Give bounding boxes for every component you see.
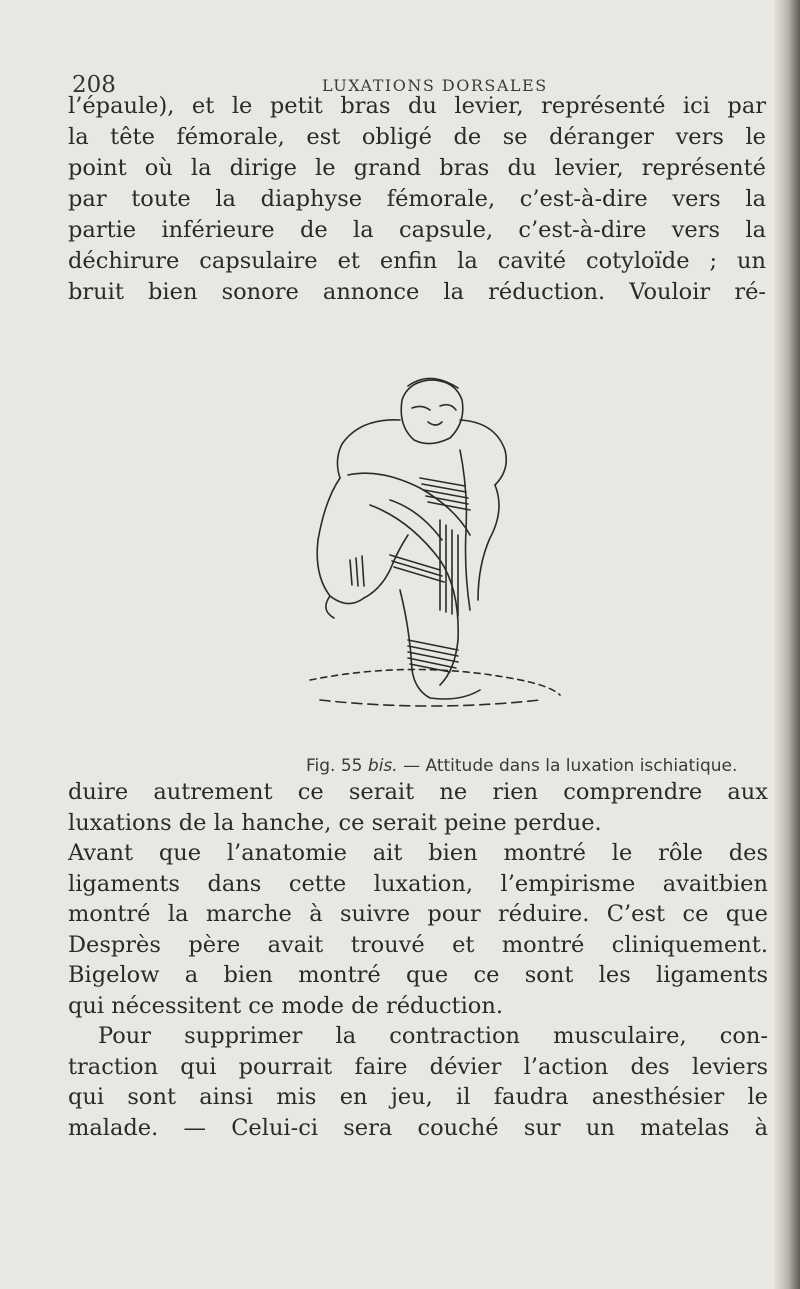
text-line: duire autrement ce serait ne rien comprendre aux bbox=[68, 779, 768, 805]
text-line: ligaments dans cette luxation, l’empirisme avaitbien bbox=[68, 870, 768, 897]
text-line: qui nécessitent ce mode de réduction. bbox=[68, 992, 503, 1019]
text-line: Avant que l’anatomie ait bien montré le rôle des bbox=[68, 840, 768, 866]
text-line: partie inférieure de la capsule, c’est-à-dire vers la bbox=[68, 217, 766, 243]
text-line: la tête fémorale, est obligé de se déranger vers le bbox=[68, 124, 766, 150]
text-line: déchirure capsulaire et enfin la cavité cotyloïde ; un bbox=[68, 248, 766, 274]
figure-label: Fig. 55 bbox=[306, 756, 363, 776]
text-line: luxations de la hanche, ce serait peine perdue. bbox=[68, 809, 602, 836]
text-line: Desprès père avait trouvé et montré cliniquement. bbox=[68, 931, 768, 958]
paragraph-bottom bbox=[68, 777, 768, 1143]
text-line: montré la marche à suivre pour réduire. C’est ce que bbox=[68, 901, 768, 927]
text-line: Bigelow a bien montré que ce sont les ligaments bbox=[68, 962, 768, 988]
text-line: malade. — Celui-ci sera couché sur un matelas à bbox=[68, 1114, 768, 1141]
text-line: traction qui pourrait faire dévier l’action des leviers bbox=[68, 1053, 768, 1080]
figure-drawing bbox=[290, 360, 570, 725]
page-edge-shadow bbox=[774, 0, 800, 1289]
text-line: bruit bien sonore annonce la réduction. Vouloir ré- bbox=[68, 279, 766, 305]
figure-illustration bbox=[290, 360, 570, 725]
page-number: 208 bbox=[72, 72, 116, 98]
figure-label-italic: bis. bbox=[367, 756, 398, 776]
paragraph-top bbox=[68, 91, 766, 308]
figure-caption-text: — Attitude dans la luxation ischiatique. bbox=[403, 756, 738, 776]
running-head: LUXATIONS DORSALES bbox=[322, 76, 548, 95]
text-line: l’épaule), et le petit bras du levier, représenté ici par bbox=[68, 93, 766, 119]
text-line: point où la dirige le grand bras du levier, représenté bbox=[68, 155, 766, 181]
text-line: Pour supprimer la contraction musculaire, con- bbox=[98, 1023, 768, 1049]
figure-caption bbox=[306, 756, 737, 776]
text-line: qui sont ainsi mis en jeu, il faudra anesthésier le bbox=[68, 1084, 768, 1110]
text-line: par toute la diaphyse fémorale, c’est-à-dire vers la bbox=[68, 186, 766, 212]
